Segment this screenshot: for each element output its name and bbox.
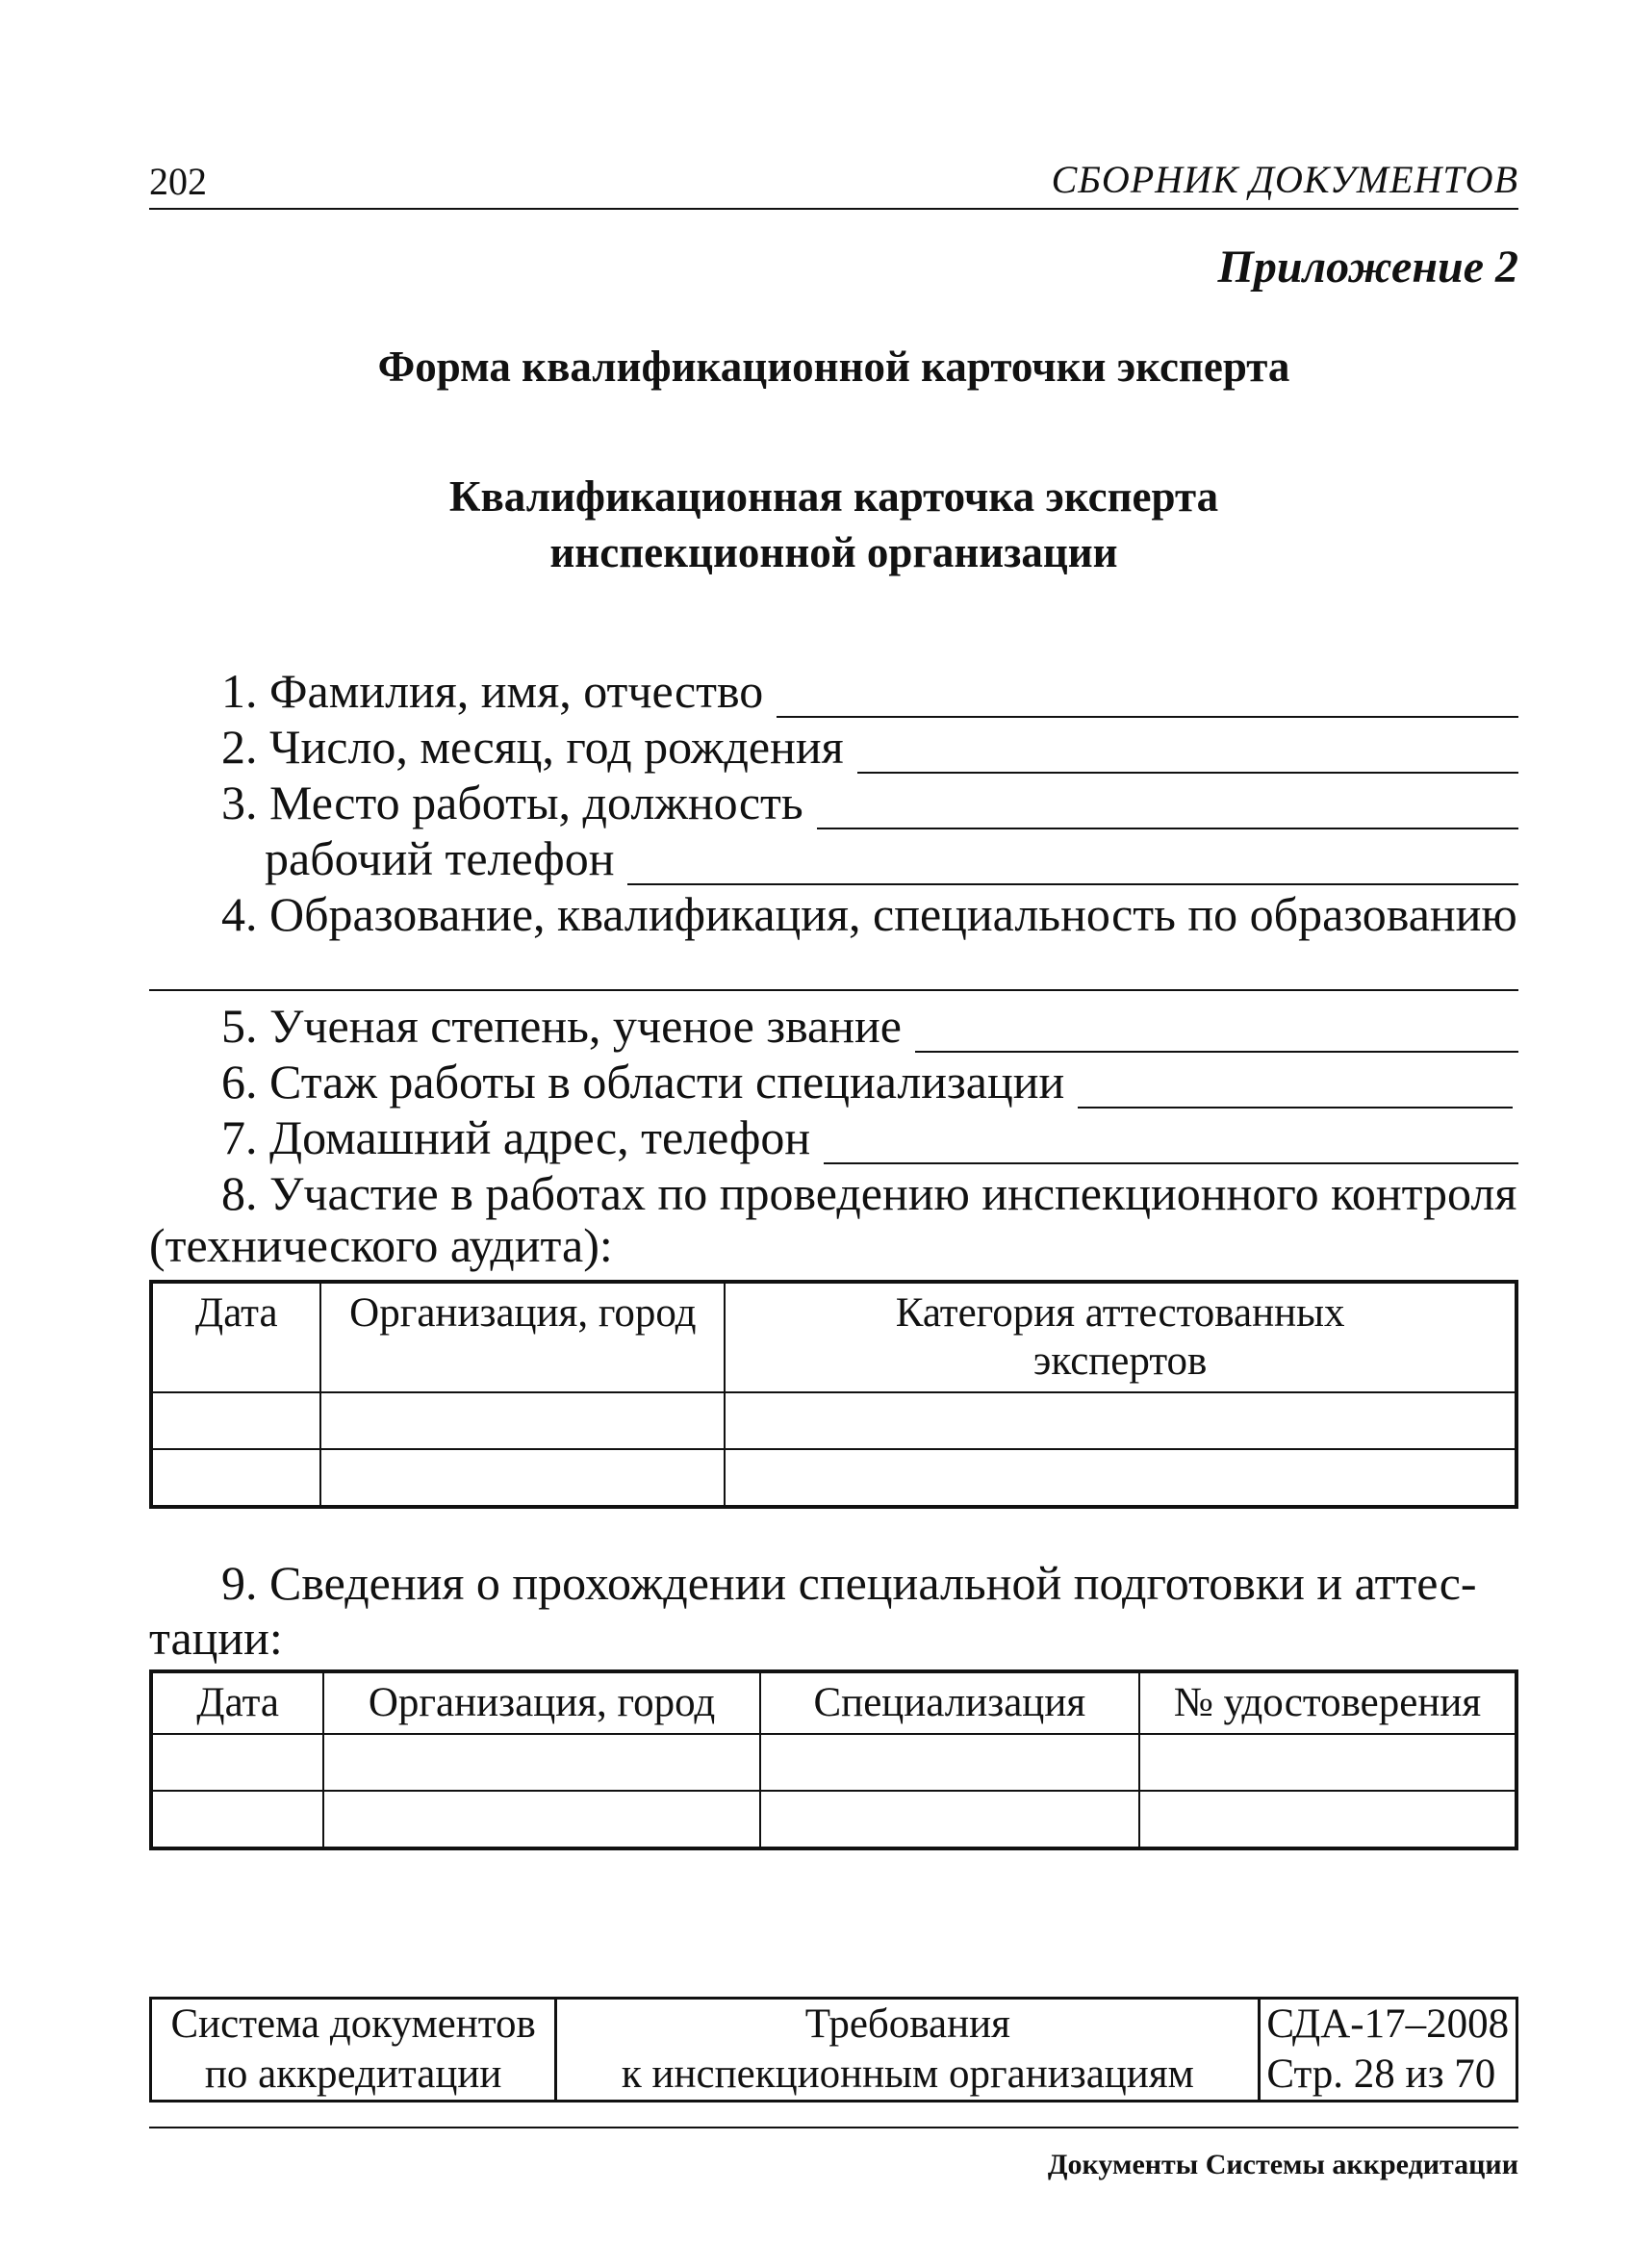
footer-system-line1: Система документов (170, 2001, 536, 2047)
field-work-phone-blank (627, 843, 1518, 885)
field-experience (149, 1055, 1518, 1109)
field-birth-date-label: 2. Число, месяц, год рождения (221, 720, 844, 774)
table-header-cell: Дата (151, 1282, 320, 1392)
card-title-line1: Квалификационная карточка эксперта (448, 472, 1219, 521)
table-header-cell: Категория аттестованных экспертов (725, 1282, 1516, 1392)
card-title-line2: инспекционной организации (549, 528, 1118, 576)
footer-divider (149, 2127, 1518, 2128)
field-experience-blank (1078, 1066, 1513, 1109)
table-row (151, 1734, 1516, 1791)
table-cell (151, 1392, 320, 1449)
training-table (149, 1669, 1518, 1850)
table-cell (320, 1392, 725, 1449)
table-header-cell: Дата (151, 1671, 323, 1734)
field-full-name (149, 664, 1518, 718)
table-cell (1139, 1734, 1516, 1791)
field-birth-date (149, 720, 1518, 774)
field-work-phone-label: рабочий телефон (265, 831, 615, 885)
running-title: СБОРНИК ДОКУМЕНТОВ (1051, 158, 1518, 201)
field-workplace-blank (817, 787, 1518, 829)
field-participation-line1: 8. Участие в работах по проведению инспекционного контроля (221, 1166, 1517, 1220)
table-header-cell: Специализация (760, 1671, 1139, 1734)
table-row (151, 1791, 1516, 1848)
footer-doc-code-cell (1260, 1999, 1517, 2102)
field-home-address (149, 1110, 1518, 1164)
field-home-address-label: 7. Домашний адрес, телефон (221, 1110, 811, 1164)
field-workplace (149, 776, 1518, 829)
field-work-phone (149, 831, 1518, 885)
field-education-label: 4. Образование, квалификация, специальность по образованию (221, 887, 1517, 941)
table-cell (323, 1734, 759, 1791)
field-training-line1: 9. Сведения о прохождении специальной подготовки и аттес- (221, 1556, 1477, 1610)
footer-system-line2: по аккредитации (204, 2051, 502, 2097)
footer-page-count: Стр. 28 из 70 (1266, 2051, 1496, 2097)
table-cell (320, 1449, 725, 1507)
footer-system-cell (151, 1999, 556, 2102)
footer-row (151, 1999, 1517, 2102)
field-participation-line2: (технического аудита): (149, 1218, 613, 1272)
field-full-name-label: 1. Фамилия, имя, отчество (221, 664, 764, 718)
field-home-address-blank (824, 1122, 1518, 1164)
field-workplace-label: 3. Место работы, должность (221, 776, 803, 829)
footer-note: Документы Системы аккредитации (1047, 2149, 1518, 2180)
footer-requirements-line2: к инспекционным организациям (621, 2051, 1194, 2097)
table-header-row (151, 1671, 1516, 1734)
table-cell (323, 1791, 759, 1848)
table-row (151, 1449, 1516, 1507)
table-cell (151, 1734, 323, 1791)
table-header-cell: Организация, город (323, 1671, 759, 1734)
table-cell (725, 1449, 1516, 1507)
table-header-cell: № удостоверения (1139, 1671, 1516, 1734)
table-cell (151, 1791, 323, 1848)
participation-table (149, 1280, 1518, 1509)
form-title: Форма квалификационной карточки эксперта (377, 343, 1290, 391)
table-cell (725, 1392, 1516, 1449)
footer-requirements-line1: Требования (804, 2001, 1010, 2047)
table-row (151, 1392, 1516, 1449)
field-birth-date-blank (857, 731, 1518, 774)
header-divider (149, 208, 1518, 210)
table-header-cell: Организация, город (320, 1282, 725, 1392)
table-cell (760, 1734, 1139, 1791)
document-footer-table (149, 1997, 1518, 2102)
table-cell (151, 1449, 320, 1507)
appendix-label: Приложение 2 (1217, 242, 1518, 293)
table-cell (1139, 1791, 1516, 1848)
table-cell (760, 1791, 1139, 1848)
footer-requirements-cell (556, 1999, 1260, 2102)
field-degree-label: 5. Ученая степень, ученое звание (221, 999, 902, 1053)
footer-doc-code: СДА-17–2008 (1266, 2001, 1510, 2047)
field-degree-blank (915, 1010, 1518, 1053)
field-full-name-blank (777, 675, 1518, 718)
field-training-line2: тации: (149, 1611, 283, 1665)
field-degree (149, 999, 1518, 1053)
field-experience-label: 6. Стаж работы в области специализации (221, 1055, 1065, 1109)
field-education-blank (149, 989, 1518, 991)
table-header-row (151, 1282, 1516, 1392)
page-number: 202 (149, 160, 207, 203)
